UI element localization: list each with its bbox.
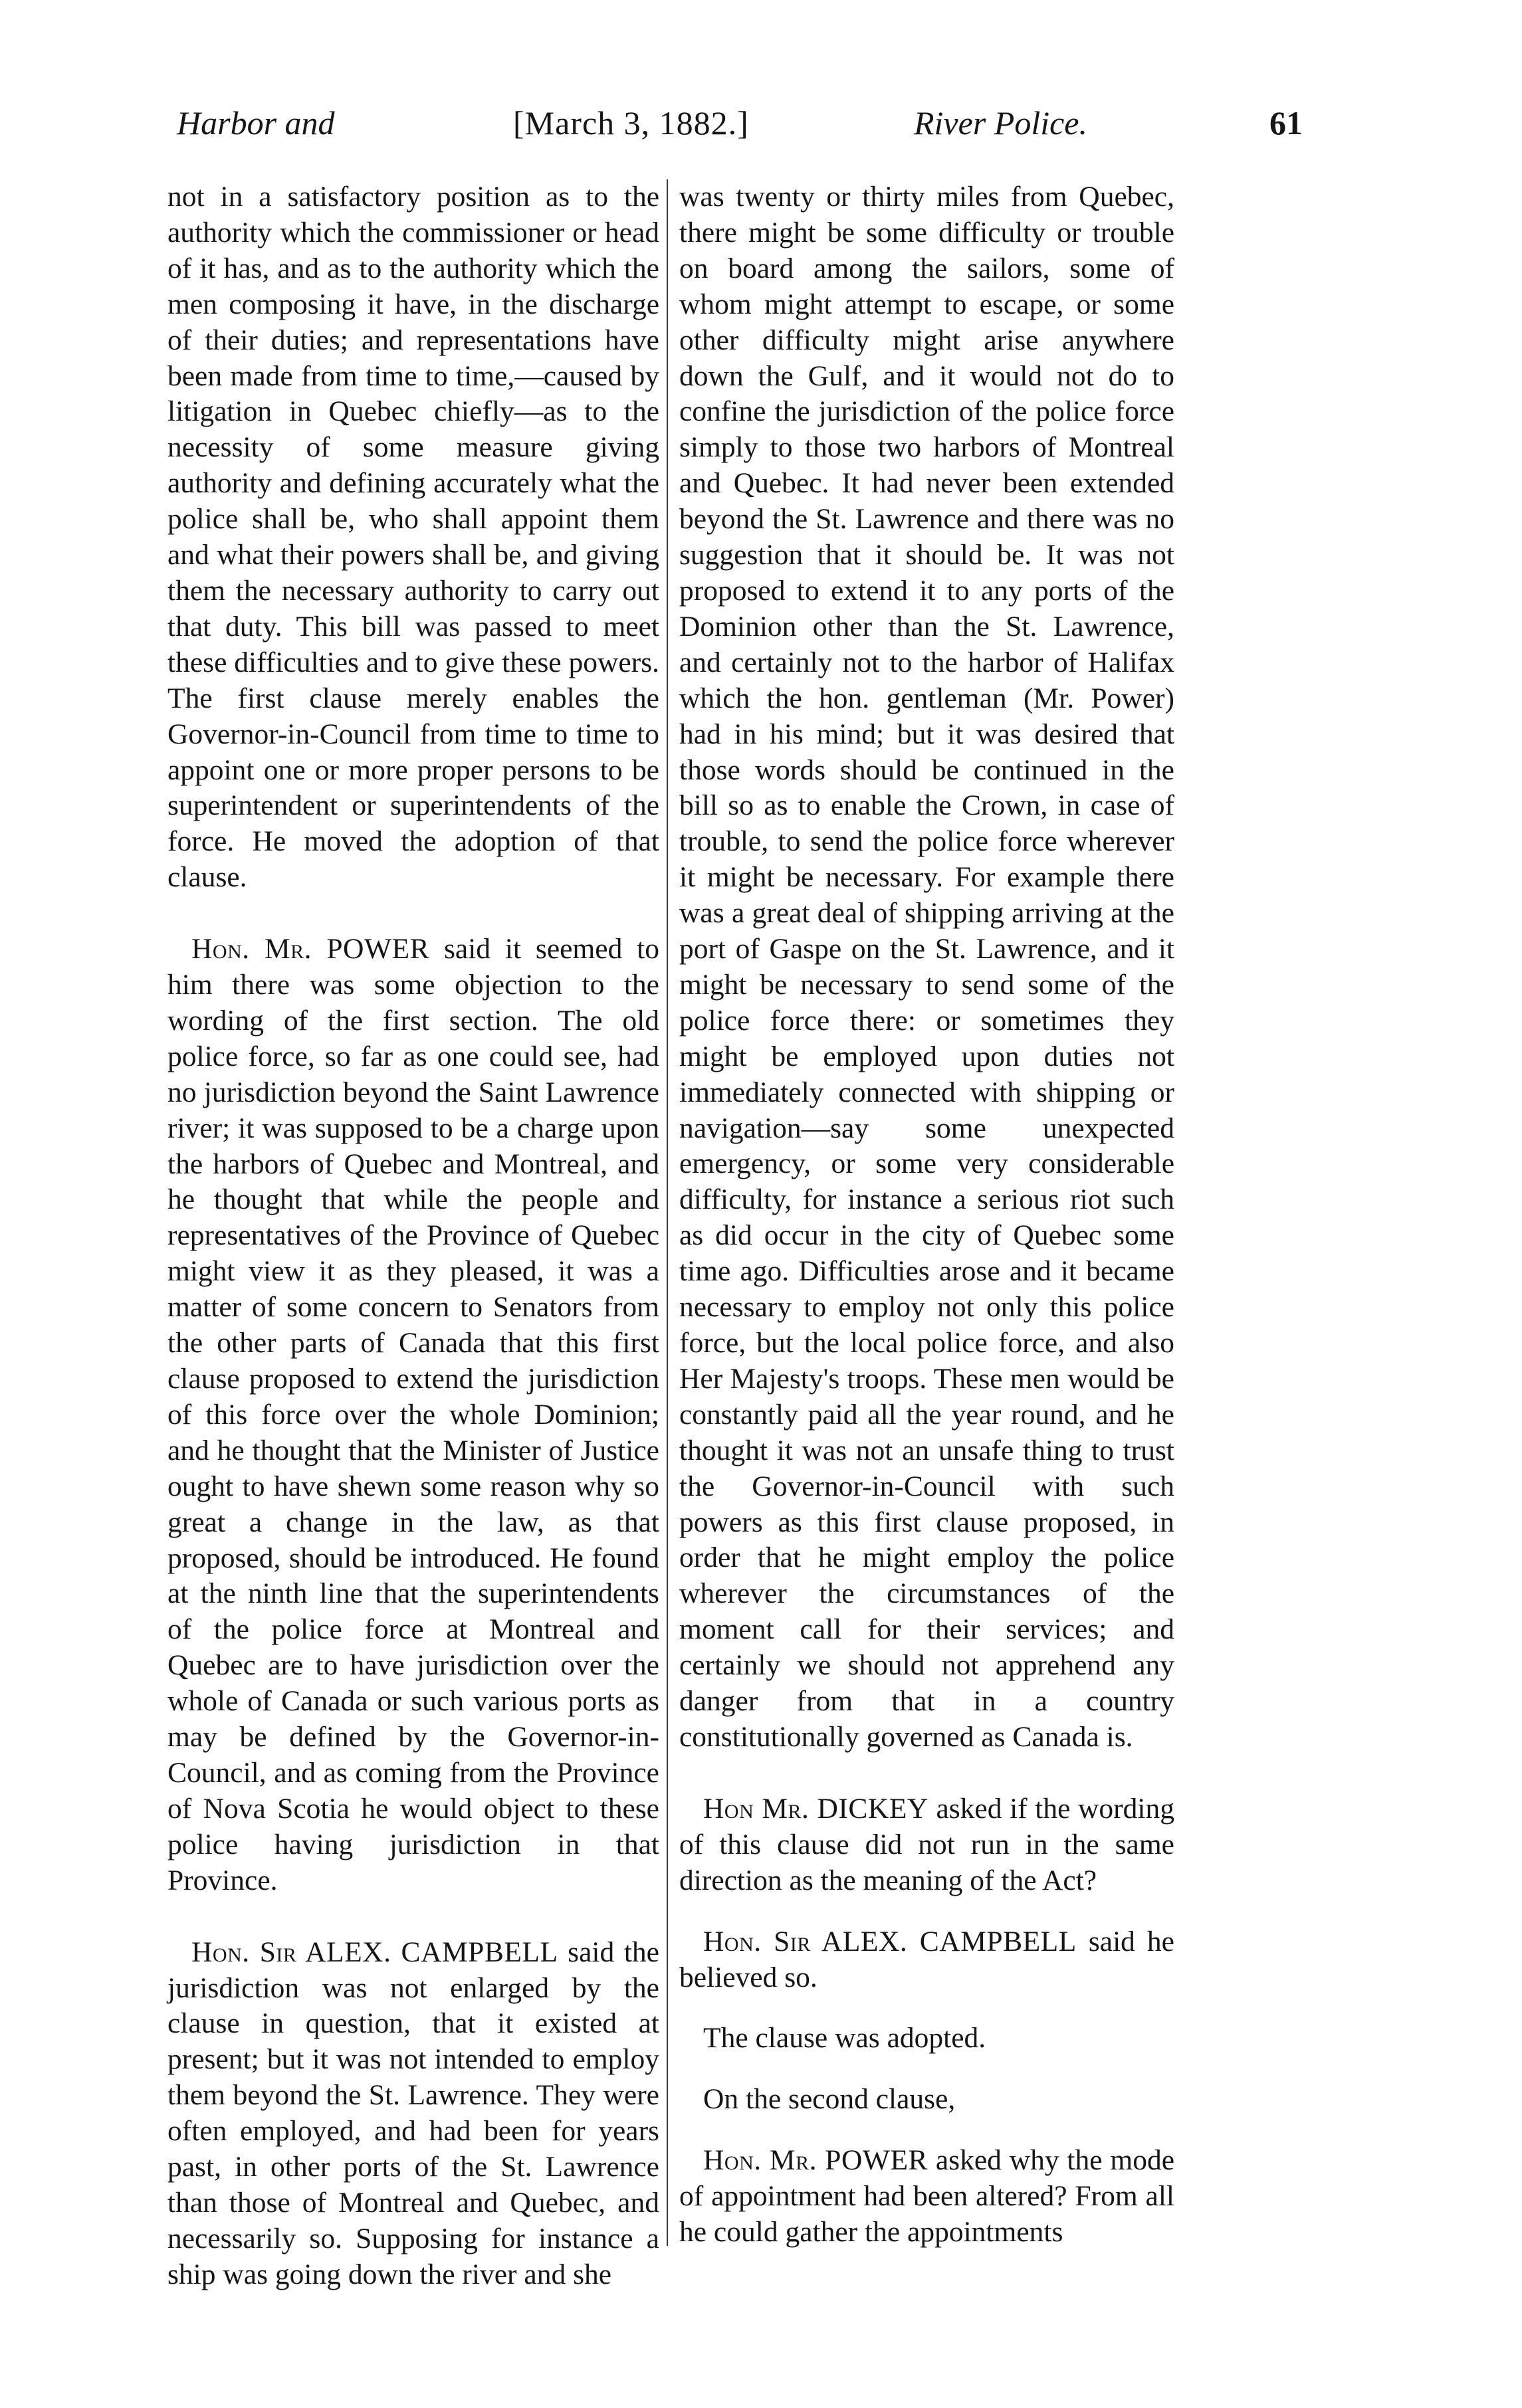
- paragraph-dickey-question: [679, 1791, 1174, 1899]
- speech-text: asked why the mode of appointment had been altered? From all he could gather the appointments: [679, 2144, 1174, 2249]
- paragraph-power-speech: [167, 932, 659, 1898]
- paragraph-campbell-speech: [167, 1935, 659, 2293]
- speech-text: asked if the wording of this clause did not run in the same direction as the meaning of the Act?: [679, 1792, 1175, 1896]
- paragraph-clause-adopted: The clause was adopted.: [703, 2022, 986, 2055]
- speech-text: said he believed so.: [679, 1925, 1174, 1993]
- speaker-name: Hon. Sir ALEX. CAMPBELL: [703, 1925, 1077, 1957]
- speaker-name: Hon. Sir ALEX. CAMPBELL: [191, 1936, 558, 1968]
- paragraph-continued: not in a satisfactory position as to the authority which the commissioner or head of it has, and as to the authority which the men composing it have, in the discharge of their duties; and representations have been made from time to time,—caused by litigation in Quebec chiefly—as to the necessity of some measure giving authority and defining accurately what the police shall be, who shall appoint them and what their powers shall be, and giving them the necessary authority to carry out that duty. This bill was passed to meet these difficulties and to give these powers. The first clause merely enables the Governor-in-Council from time to time to appoint one or more proper persons to be superintendent or superintendents of the force. He moved the adoption of that clause.: [167, 181, 659, 894]
- speaker-name: Hon Mr. DICKEY: [703, 1792, 928, 1825]
- paragraph-campbell-continued: was twenty or thirty miles from Quebec, there might be some difficulty or trouble on board among the sailors, some of whom might attempt to escape, or some other difficulty might arise anywhere down the Gulf, and it would not do to confine the jurisdiction of the police force simply to those two harbors of Montreal and Quebec. It had never been extended beyond the St. Lawrence and there was no suggestion that it should be. It was not proposed to extend it to any ports of the Dominion other than the St. Lawrence, and certainly not to the harbor of Halifax which the hon. gentleman (Mr. Power) had in his mind; but it was desired that those words should be continued in the bill so as to enable the Crown, in case of trouble, to send the police force wherever it might be necessary. For example there was a great deal of shipping arriving at the port of Gaspe on the St. Lawrence, and it might be necessary to send some of the police force there: or sometimes they might be employed upon duties not immediately connected with shipping or navigation—say some unexpected emergency, or some very considerable difficulty, for instance a serious riot such as did occur in the city of Quebec some time ago. Difficulties arose and it became necessary to employ not only this police force, but the local police force, and also Her Majesty's troops. These men would be constantly paid all the year round, and he thought it was not an unsafe thing to trust the Governor-in-Council with such powers as this first clause proposed, in order that he might employ the police wherever the circumstances of the moment call for their services; and certainly we should not apprehend any danger from that in a country constitutionally governed as Canada is.: [679, 181, 1174, 1753]
- running-header: [173, 100, 1303, 146]
- speaker-name: Hon. Mr. POWER: [703, 2144, 928, 2177]
- paragraph-power-question: [679, 2143, 1174, 2251]
- right-column: [679, 179, 1174, 2251]
- header-right-title: River Police.: [914, 104, 1087, 142]
- header-left-title: Harbor and: [177, 104, 335, 142]
- paragraph-campbell-reply: [679, 1924, 1174, 1996]
- left-column: [167, 179, 659, 2293]
- paragraph-second-clause: On the second clause,: [703, 2083, 956, 2116]
- speech-text: said the jurisdiction was not enlarged by the clause in question, that it existed at present; but it was not intended to employ them beyond the St. Lawrence. They were often employed, and had been for years past, in other ports of the St. Lawrence than those of Montreal and Quebec, and necessarily so. Supposing for instance a ship was going down the river and she: [167, 1936, 659, 2290]
- speaker-name: Hon. Mr. POWER: [191, 933, 430, 965]
- header-date: [March 3, 1882.]: [513, 104, 749, 142]
- column-divider: [667, 179, 668, 2246]
- page-number: 61: [1269, 104, 1303, 142]
- speech-text: said it seemed to him there was some objection to the wording of the first section. The old police force, so far as one could see, had no jurisdiction beyond the Saint Lawrence river; it was supposed to be a charge upon the harbors of Quebec and Montreal, and he thought that while the people and representatives of the Province of Quebec might view it as they pleased, it was a matter of some concern to Senators from the other parts of Canada that this first clause proposed to extend the jurisdiction of this force over the whole Dominion; and he thought that the Minister of Justice ought to have shewn some reason why so great a change in the law, as that proposed, should be introduced. He found at the ninth line that the superintendents of the police force at Montreal and Quebec are to have jurisdiction over the whole of Canada or such various ports as may be defined by the Governor-in-Council, and as coming from the Province of Nova Scotia he would object to these police having jurisdiction in that Province.: [167, 933, 660, 1896]
